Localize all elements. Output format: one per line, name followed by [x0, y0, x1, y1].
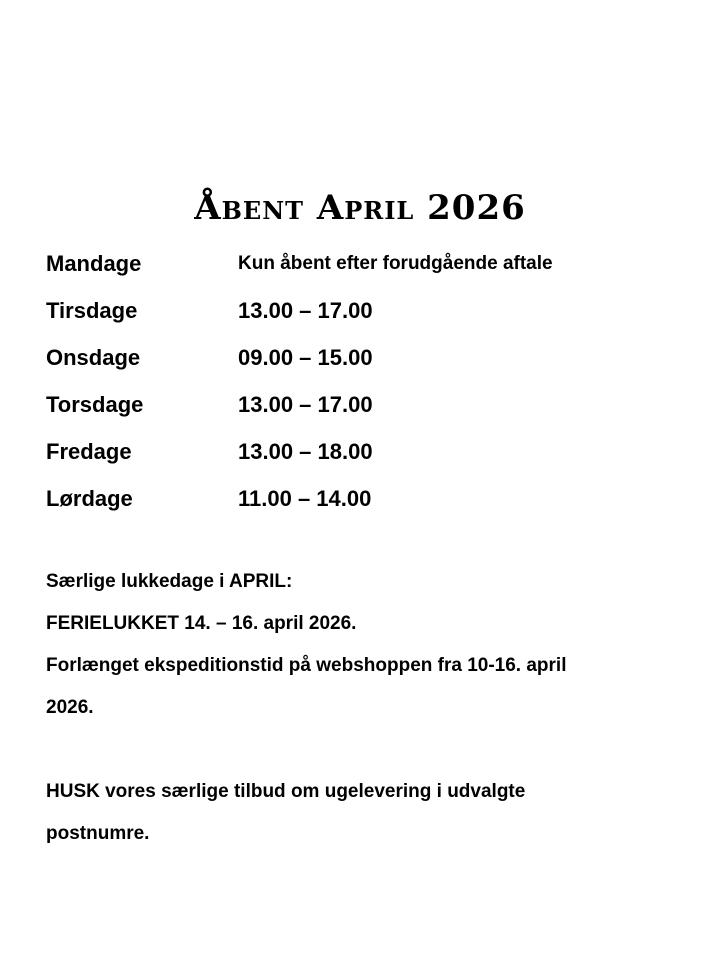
day-label: Tirsdage: [46, 297, 138, 323]
hours-value: 11.00 – 14.00: [238, 485, 372, 511]
schedule-row-thursday: [46, 381, 686, 428]
notes-section: [46, 561, 686, 855]
holiday-closed-note: FERIELUKKET 14. – 16. april 2026.: [46, 613, 357, 634]
schedule-row-friday: [46, 428, 686, 475]
spacer: [46, 729, 686, 771]
webshop-note-line-1: Forlænget ekspeditionstid på webshoppen fra 10-16. april: [46, 655, 567, 676]
hours-value: 13.00 – 18.00: [238, 438, 373, 464]
webshop-note-line-2: 2026.: [46, 697, 94, 718]
schedule-row-monday: [46, 240, 686, 287]
day-label: Fredage: [46, 438, 132, 464]
reminder-note-line-1: HUSK vores særlige tilbud om ugelevering i udvalgte: [46, 781, 526, 802]
day-label: Lørdage: [46, 485, 133, 511]
hours-value: 13.00 – 17.00: [238, 297, 373, 323]
schedule-row-wednesday: [46, 334, 686, 381]
day-label: Mandage: [46, 250, 142, 276]
day-label: Torsdage: [46, 391, 144, 417]
closed-days-heading: Særlige lukkedage i APRIL:: [46, 571, 293, 592]
page-title: Åbent April 2026: [194, 188, 526, 228]
hours-value: Kun åbent efter forudgående aftale: [238, 252, 553, 274]
schedule-row-saturday: [46, 475, 686, 522]
day-label: Onsdage: [46, 344, 141, 370]
opening-hours-table: [46, 240, 686, 522]
reminder-note-line-2: postnumre.: [46, 823, 150, 844]
hours-value: 13.00 – 17.00: [238, 391, 373, 417]
hours-value: 09.00 – 15.00: [238, 344, 373, 370]
schedule-row-tuesday: [46, 287, 686, 334]
